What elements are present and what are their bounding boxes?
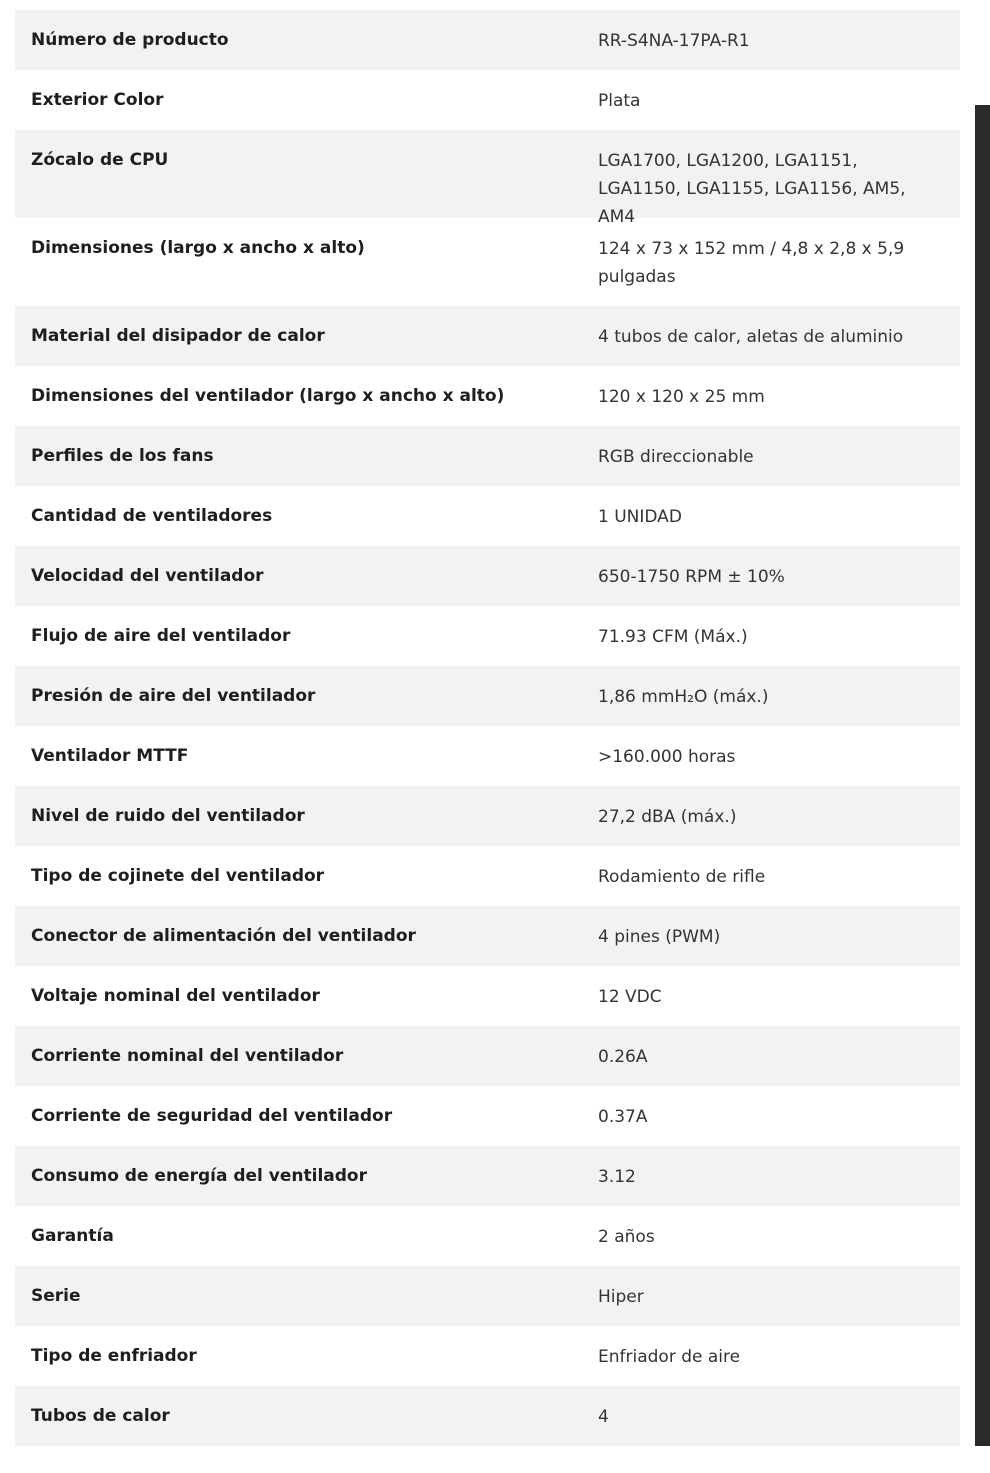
spec-label: Velocidad del ventilador xyxy=(31,566,264,586)
spec-label: Cantidad de ventiladores xyxy=(31,506,273,526)
spec-row-fan-bearing xyxy=(15,846,960,906)
spec-row-fan-noise xyxy=(15,786,960,846)
spec-row-fan-quantity xyxy=(15,486,960,546)
spec-row-series xyxy=(15,1266,960,1326)
spec-value: Plata xyxy=(598,91,641,111)
spec-row-heatsink-material xyxy=(15,306,960,366)
spec-row-fan-air-pressure xyxy=(15,666,960,726)
spec-value: 4 xyxy=(598,1407,609,1427)
spec-label: Dimensiones (largo x ancho x alto) xyxy=(31,238,365,258)
spec-label: Serie xyxy=(31,1286,81,1306)
spec-value: 4 tubos de calor, aletas de aluminio xyxy=(598,327,904,347)
spec-value: Hiper xyxy=(598,1287,644,1307)
spec-label: Presión de aire del ventilador xyxy=(31,686,316,706)
spec-label: Material del disipador de calor xyxy=(31,326,325,346)
spec-label: Número de producto xyxy=(31,30,229,50)
spec-value: 120 x 120 x 25 mm xyxy=(598,387,765,407)
spec-value: 27,2 dBA (máx.) xyxy=(598,807,737,827)
spec-row-fan-profiles xyxy=(15,426,960,486)
spec-label: Perfiles de los fans xyxy=(31,446,214,466)
spec-value: 650-1750 RPM ± 10% xyxy=(598,567,785,587)
spec-value: 4 pines (PWM) xyxy=(598,927,721,947)
vertical-scrollbar[interactable] xyxy=(975,105,990,1446)
spec-value: 0.37A xyxy=(598,1107,648,1127)
spec-value: >160.000 horas xyxy=(598,747,736,767)
spec-value: 124 x 73 x 152 mm / 4,8 x 2,8 x 5,9 pulgadas xyxy=(598,239,905,287)
spec-value: 2 años xyxy=(598,1227,655,1247)
spec-label: Corriente nominal del ventilador xyxy=(31,1046,344,1066)
page-bottom-spacer xyxy=(0,1446,990,1473)
spec-value: 71.93 CFM (Máx.) xyxy=(598,627,748,647)
spec-row-fan-voltage xyxy=(15,966,960,1026)
spec-value: Enfriador de aire xyxy=(598,1347,741,1367)
spec-label: Nivel de ruido del ventilador xyxy=(31,806,305,826)
spec-value: 3.12 xyxy=(598,1167,636,1187)
spec-row-exterior-color xyxy=(15,70,960,130)
spec-value: 0.26A xyxy=(598,1047,648,1067)
spec-value: RGB direccionable xyxy=(598,447,754,467)
spec-row-warranty xyxy=(15,1206,960,1266)
spec-row-heat-pipes xyxy=(15,1386,960,1446)
spec-label: Garantía xyxy=(31,1226,114,1246)
spec-row-fan-mttf xyxy=(15,726,960,786)
spec-row-fan-power xyxy=(15,1146,960,1206)
spec-row-cpu-socket xyxy=(15,130,960,227)
spec-row-fan-airflow xyxy=(15,606,960,666)
spec-label: Tubos de calor xyxy=(31,1406,170,1426)
spec-row-dimensions xyxy=(15,218,960,306)
spec-label: Exterior Color xyxy=(31,90,164,110)
spec-label: Consumo de energía del ventilador xyxy=(31,1166,367,1186)
spec-value: 1,86 mmH₂O (máx.) xyxy=(598,687,769,707)
spec-value: 12 VDC xyxy=(598,987,662,1007)
spec-label: Dimensiones del ventilador (largo x ancho x alto) xyxy=(31,386,505,406)
spec-row-fan-rated-current xyxy=(15,1026,960,1086)
spec-row-fan-connector xyxy=(15,906,960,966)
spec-table xyxy=(15,10,960,1446)
spec-label: Ventilador MTTF xyxy=(31,746,189,766)
spec-row-product-number xyxy=(15,10,960,70)
spec-label: Conector de alimentación del ventilador xyxy=(31,926,416,946)
spec-label: Tipo de enfriador xyxy=(31,1346,197,1366)
spec-row-fan-speed xyxy=(15,546,960,606)
spec-value: 1 UNIDAD xyxy=(598,507,682,527)
spec-label: Voltaje nominal del ventilador xyxy=(31,986,320,1006)
spec-label: Zócalo de CPU xyxy=(31,150,169,170)
spec-row-fan-dimensions xyxy=(15,366,960,426)
spec-value: LGA1700, LGA1200, LGA1151, LGA1150, LGA1155, LGA1156, AM5, AM4 xyxy=(598,151,906,227)
spec-value: RR-S4NA-17PA-R1 xyxy=(598,31,750,51)
spec-label: Flujo de aire del ventilador xyxy=(31,626,291,646)
spec-label: Tipo de cojinete del ventilador xyxy=(31,866,325,886)
spec-value: Rodamiento de rifle xyxy=(598,867,766,887)
spec-label: Corriente de seguridad del ventilador xyxy=(31,1106,393,1126)
spec-row-cooler-type xyxy=(15,1326,960,1386)
spec-row-fan-safety-current xyxy=(15,1086,960,1146)
